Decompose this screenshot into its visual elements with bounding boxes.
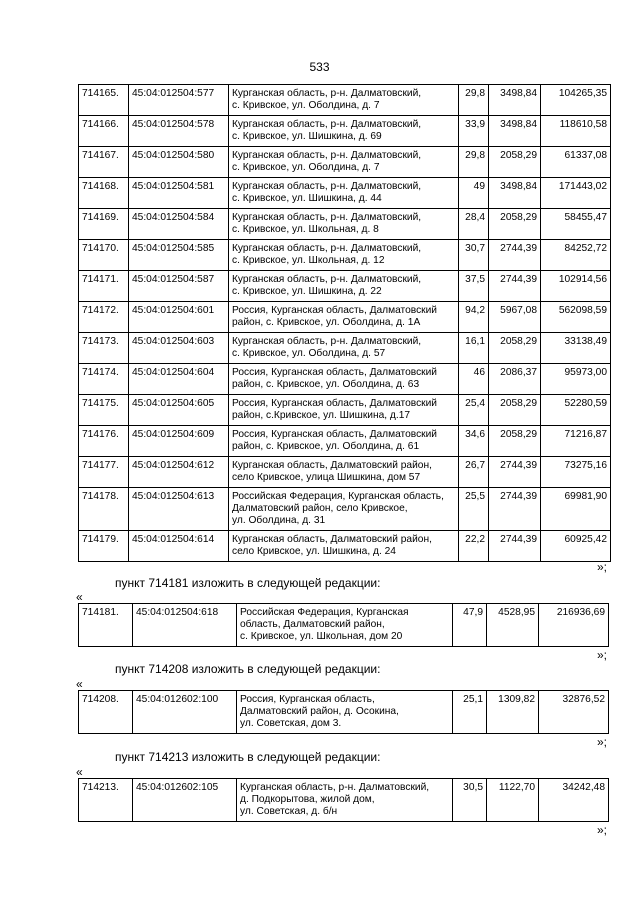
- address-line: Курганская область, р-н. Далматовский,: [232, 181, 422, 192]
- item-number: 714172.: [79, 302, 129, 333]
- address-line: Курганская область, р-н. Далматовский,: [240, 782, 430, 793]
- address-line: Курганская область, р-н. Далматовский,: [232, 336, 422, 347]
- unit-price: 2744,39: [489, 457, 541, 488]
- address-line: Российская Федерация, Курганская область,: [232, 491, 444, 502]
- address-line: с. Кривское, ул. Школьная, д. 8: [232, 224, 379, 235]
- table-row: [79, 240, 611, 271]
- address: [229, 333, 459, 364]
- area-value: 26,7: [459, 457, 489, 488]
- total-value: 84252,72: [541, 240, 611, 271]
- address: [237, 604, 453, 647]
- unit-price: 2744,39: [489, 531, 541, 562]
- cadastral-number: 45:04:012504:604: [129, 364, 229, 395]
- address-line: с. Кривское, ул. Шишкина, д. 44: [232, 193, 382, 204]
- closing-quote-mark: »;: [597, 560, 608, 574]
- closing-quote-mark: »;: [597, 648, 608, 662]
- total-value: 73275,16: [541, 457, 611, 488]
- cadastral-number: 45:04:012504:605: [129, 395, 229, 426]
- total-value: 216936,69: [539, 604, 609, 647]
- cadastral-number: 45:04:012504:580: [129, 147, 229, 178]
- item-number: 714169.: [79, 209, 129, 240]
- table-row: [79, 531, 611, 562]
- address: [229, 240, 459, 271]
- address-line: село Кривское, улица Шишкина, дом 57: [232, 472, 421, 483]
- address-line: с. Кривское, ул. Шишкина, д. 22: [232, 286, 382, 297]
- item-number: 714165.: [79, 85, 129, 116]
- table-row: [79, 116, 611, 147]
- cadastral-number: 45:04:012504:578: [129, 116, 229, 147]
- total-value: 32876,52: [539, 691, 609, 734]
- address-line: район, с. Кривское, ул. Оболдина, д. 63: [232, 379, 420, 390]
- address-line: Россия, Курганская область, Далматовский: [232, 398, 438, 409]
- total-value: 102914,56: [541, 271, 611, 302]
- amendment-table: [78, 778, 609, 822]
- unit-price: 3498,84: [489, 178, 541, 209]
- address-line: с. Кривское, ул. Шишкина, д. 69: [232, 131, 382, 142]
- table-row: [79, 178, 611, 209]
- item-number: 714181.: [79, 604, 133, 647]
- address-line: с. Кривское, ул. Школьная, дом 20: [240, 631, 403, 642]
- table-row: [79, 604, 609, 647]
- area-value: 25,5: [459, 488, 489, 531]
- address-line: с. Кривское, ул. Оболдина, д. 7: [232, 162, 380, 173]
- cadastral-number: 45:04:012504:614: [129, 531, 229, 562]
- opening-quote-mark: «: [76, 677, 83, 691]
- cadastral-number: 45:04:012504:577: [129, 85, 229, 116]
- cadastral-number: 45:04:012504:585: [129, 240, 229, 271]
- address-line: ул. Оболдина, д. 31: [232, 515, 326, 526]
- table-row: [79, 364, 611, 395]
- area-value: 34,6: [459, 426, 489, 457]
- cadastral-number: 45:04:012504:612: [129, 457, 229, 488]
- unit-price: 3498,84: [489, 116, 541, 147]
- address-line: Россия, Курганская область, Далматовский: [232, 429, 438, 440]
- address-line: Курганская область, р-н. Далматовский,: [232, 88, 422, 99]
- total-value: 118610,58: [541, 116, 611, 147]
- table-row: [79, 302, 611, 333]
- table-row: [79, 457, 611, 488]
- address-line: Курганская область, Далматовский район,: [232, 460, 432, 471]
- cadastral-number: 45:04:012504:613: [129, 488, 229, 531]
- address: [229, 85, 459, 116]
- address-line: область, Далматовский район,: [240, 619, 385, 630]
- total-value: 60925,42: [541, 531, 611, 562]
- unit-price: 1309,82: [487, 691, 539, 734]
- address: [229, 271, 459, 302]
- total-value: 34242,48: [539, 779, 609, 822]
- address-line: Россия, Курганская область, Далматовский: [232, 367, 438, 378]
- area-value: 28,4: [459, 209, 489, 240]
- address: [229, 488, 459, 531]
- address: [237, 779, 453, 822]
- closing-quote-mark: »;: [597, 823, 608, 837]
- cadastral-number: 45:04:012504:603: [129, 333, 229, 364]
- cadastral-number: 45:04:012602:100: [133, 691, 237, 734]
- table-row: [79, 147, 611, 178]
- address-line: Россия, Курганская область, Далматовский: [232, 305, 438, 316]
- table-row: [79, 209, 611, 240]
- total-value: 104265,35: [541, 85, 611, 116]
- area-value: 22,2: [459, 531, 489, 562]
- item-number: 714167.: [79, 147, 129, 178]
- unit-price: 2058,29: [489, 333, 541, 364]
- address-line: ул. Советская, дом 3.: [240, 718, 342, 729]
- unit-price: 1122,70: [487, 779, 539, 822]
- address-line: Российская Федерация, Курганская: [240, 607, 409, 618]
- address: [229, 364, 459, 395]
- address: [229, 426, 459, 457]
- total-value: 171443,02: [541, 178, 611, 209]
- address: [229, 116, 459, 147]
- area-value: 30,7: [459, 240, 489, 271]
- item-number: 714208.: [79, 691, 133, 734]
- total-value: 69981,90: [541, 488, 611, 531]
- item-number: 714175.: [79, 395, 129, 426]
- unit-price: 2744,39: [489, 488, 541, 531]
- cadastral-number: 45:04:012504:601: [129, 302, 229, 333]
- address: [229, 457, 459, 488]
- cadastral-number: 45:04:012504:609: [129, 426, 229, 457]
- address-line: район, с. Кривское, ул. Оболдина, д. 61: [232, 441, 420, 452]
- area-value: 33,9: [459, 116, 489, 147]
- address-line: ул. Советская, д. б/н: [240, 806, 338, 817]
- area-value: 29,8: [459, 85, 489, 116]
- area-value: 94,2: [459, 302, 489, 333]
- table-row: [79, 333, 611, 364]
- total-value: 562098,59: [541, 302, 611, 333]
- opening-quote-mark: «: [76, 590, 83, 604]
- item-number: 714177.: [79, 457, 129, 488]
- table-row: [79, 395, 611, 426]
- table-row: [79, 271, 611, 302]
- area-value: 30,5: [453, 779, 487, 822]
- item-number: 714173.: [79, 333, 129, 364]
- address-line: Курганская область, Далматовский район,: [232, 534, 432, 545]
- cadastral-number: 45:04:012504:618: [133, 604, 237, 647]
- amendment-table: [78, 690, 609, 734]
- area-value: 16,1: [459, 333, 489, 364]
- area-value: 47,9: [453, 604, 487, 647]
- address-line: село Кривское, ул. Шишкина, д. 24: [232, 546, 396, 557]
- address: [229, 395, 459, 426]
- address: [229, 302, 459, 333]
- address-line: Далматовский район, село Кривское,: [232, 503, 408, 514]
- item-number: 714170.: [79, 240, 129, 271]
- address-line: Курганская область, р-н. Далматовский,: [232, 150, 422, 161]
- address-line: д. Подкорытова, жилой дом,: [240, 794, 375, 805]
- address-line: с. Кривское, ул. Оболдина, д. 7: [232, 100, 380, 111]
- unit-price: 2744,39: [489, 240, 541, 271]
- table-row: [79, 85, 611, 116]
- cadastral-number: 45:04:012602:105: [133, 779, 237, 822]
- unit-price: 2058,29: [489, 395, 541, 426]
- area-value: 25,1: [453, 691, 487, 734]
- item-number: 714178.: [79, 488, 129, 531]
- table-row: [79, 691, 609, 734]
- address-line: район, с. Кривское, ул. Оболдина, д. 1А: [232, 317, 421, 328]
- address-line: Курганская область, р-н. Далматовский,: [232, 243, 422, 254]
- opening-quote-mark: «: [76, 765, 83, 779]
- table-row: [79, 488, 611, 531]
- cadastral-number: 45:04:012504:581: [129, 178, 229, 209]
- item-number: 714179.: [79, 531, 129, 562]
- area-value: 46: [459, 364, 489, 395]
- total-value: 71216,87: [541, 426, 611, 457]
- address-line: район, с.Кривское, ул. Шишкина, д.17: [232, 410, 411, 421]
- address-line: Россия, Курганская область,: [240, 694, 375, 705]
- total-value: 33138,49: [541, 333, 611, 364]
- address-line: с. Кривское, ул. Школьная, д. 12: [232, 255, 385, 266]
- address: [229, 209, 459, 240]
- amendment-instruction: пункт 714213 изложить в следующей редакции:: [115, 750, 381, 764]
- item-number: 714171.: [79, 271, 129, 302]
- address: [237, 691, 453, 734]
- address-line: с. Кривское, ул. Оболдина, д. 57: [232, 348, 386, 359]
- item-number: 714213.: [79, 779, 133, 822]
- area-value: 37,5: [459, 271, 489, 302]
- amendment-table: [78, 603, 609, 647]
- cadastral-number: 45:04:012504:587: [129, 271, 229, 302]
- unit-price: 5967,08: [489, 302, 541, 333]
- area-value: 25,4: [459, 395, 489, 426]
- total-value: 61337,08: [541, 147, 611, 178]
- address: [229, 147, 459, 178]
- amendment-instruction: пункт 714208 изложить в следующей редакции:: [115, 662, 381, 676]
- unit-price: 4528,95: [487, 604, 539, 647]
- address: [229, 531, 459, 562]
- area-value: 49: [459, 178, 489, 209]
- table-row: [79, 779, 609, 822]
- unit-price: 2058,29: [489, 426, 541, 457]
- address: [229, 178, 459, 209]
- address-line: Курганская область, р-н. Далматовский,: [232, 119, 422, 130]
- item-number: 714176.: [79, 426, 129, 457]
- area-value: 29,8: [459, 147, 489, 178]
- registry-table: [78, 84, 611, 562]
- address-line: Курганская область, р-н. Далматовский,: [232, 212, 422, 223]
- unit-price: 2058,29: [489, 147, 541, 178]
- unit-price: 2086,37: [489, 364, 541, 395]
- item-number: 714174.: [79, 364, 129, 395]
- total-value: 95973,00: [541, 364, 611, 395]
- address-line: Далматовский район, д. Осокина,: [240, 706, 399, 717]
- cadastral-number: 45:04:012504:584: [129, 209, 229, 240]
- address-line: Курганская область, р-н. Далматовский,: [232, 274, 422, 285]
- amendment-instruction: пункт 714181 изложить в следующей редакции:: [115, 576, 381, 590]
- unit-price: 3498,84: [489, 85, 541, 116]
- page-number: 533: [309, 60, 330, 74]
- table-row: [79, 426, 611, 457]
- item-number: 714168.: [79, 178, 129, 209]
- closing-quote-mark: »;: [597, 735, 608, 749]
- total-value: 52280,59: [541, 395, 611, 426]
- total-value: 58455,47: [541, 209, 611, 240]
- item-number: 714166.: [79, 116, 129, 147]
- unit-price: 2744,39: [489, 271, 541, 302]
- unit-price: 2058,29: [489, 209, 541, 240]
